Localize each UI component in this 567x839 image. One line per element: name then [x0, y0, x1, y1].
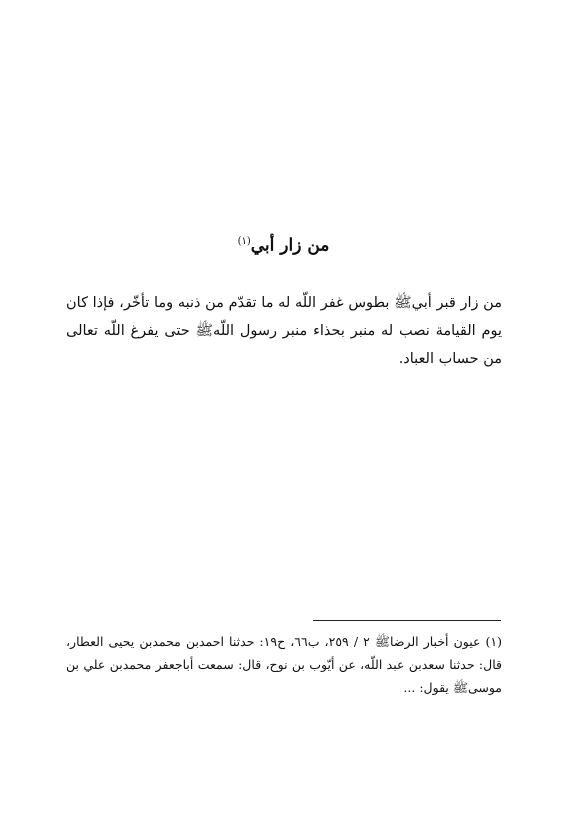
footnote-divider: [313, 620, 501, 621]
footnote-reference: (١): [237, 236, 251, 247]
body-paragraph: من زار قبر أبيﷺ بطوس غفر اللّه له ما تقدّم من ذنبه وما تأخّر، فإذا كان يوم القيامة نصب له منبر بحذاء منبر رسول اللّهﷺ حتى يفرغ اللّه تعالى من حساب العباد.: [66, 295, 502, 367]
section-title: [0, 230, 567, 258]
body-text: [66, 289, 502, 373]
footnotes: [66, 630, 502, 699]
section-title-text: من زار أبي: [250, 235, 330, 256]
footnote-1: (١) عيون أخبار الرضاﷺ ٢ / ٢٥٩، ب٦٦، ح١٩: حدثنا احمدبن محمدبن يحيى العطار، قال: حدثنا سعدبن عبد اللّه، عن أيّوب بن نوح، قال: سمعت أباجعفر محمدبن علي بن موسىﷺ يقول: ...: [66, 634, 503, 695]
